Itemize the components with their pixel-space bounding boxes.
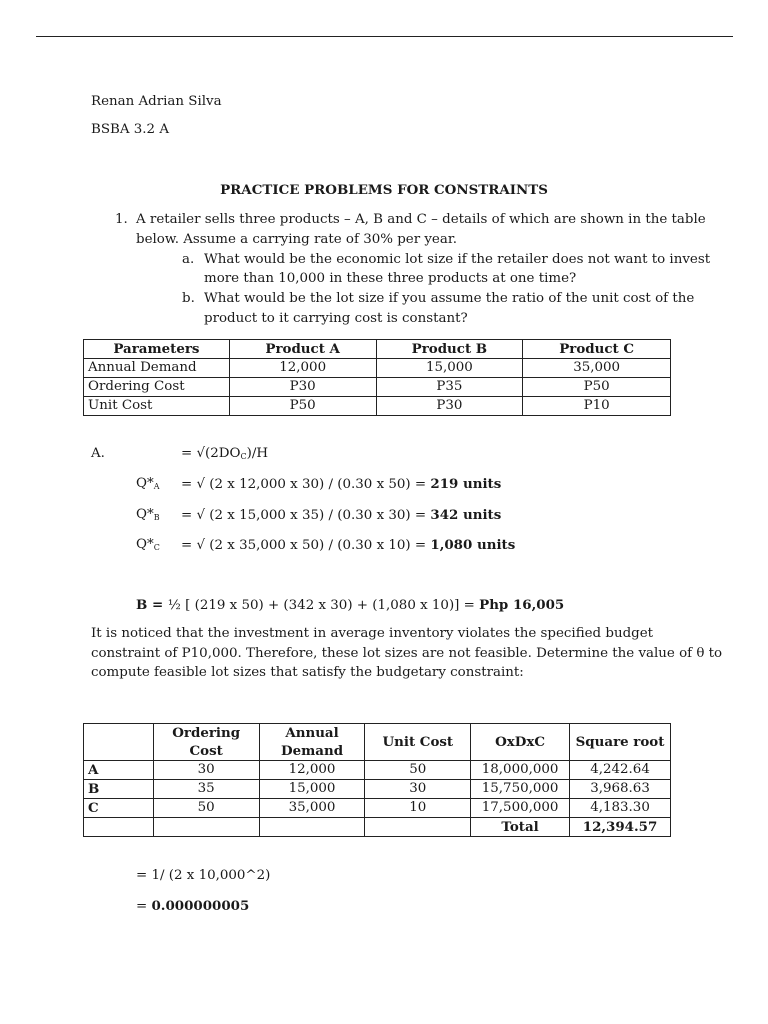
budget-result: Php 16,005 xyxy=(479,597,565,613)
table-cell: 3,968.63 xyxy=(570,780,671,799)
q-subscript: A xyxy=(153,482,160,491)
table-cell: P10 xyxy=(523,397,671,416)
notice-line3: compute feasible lot sizes that satisfy the budgetary constraint: xyxy=(91,665,524,680)
header-cell: Product A xyxy=(229,340,376,359)
row-label: C xyxy=(84,799,154,818)
q-symbol: Q* xyxy=(136,537,154,552)
table-cell: 30 xyxy=(153,761,259,780)
qc-calculation xyxy=(181,537,515,553)
qb-expression: = √ (2 x 15,000 x 35) / (0.30 x 30) = xyxy=(181,508,431,523)
table-cell: 15,000 xyxy=(259,780,365,799)
qa-calculation xyxy=(181,476,501,492)
table-row xyxy=(84,780,671,799)
theta-result-line xyxy=(136,898,249,914)
table-row xyxy=(84,359,671,378)
cost-table xyxy=(83,723,671,837)
table-row xyxy=(84,799,671,818)
problem-intro-line2: below. Assume a carrying rate of 30% per year. xyxy=(136,232,458,247)
row-label: A xyxy=(84,761,154,780)
q-subscript: C xyxy=(153,543,160,552)
row-label: Unit Cost xyxy=(84,397,230,416)
total-label: Total xyxy=(471,818,570,837)
budget-label: B = xyxy=(136,597,168,613)
table-cell: 12,000 xyxy=(259,761,365,780)
qb-label xyxy=(136,507,160,522)
table-cell xyxy=(84,818,154,837)
table-cell xyxy=(153,818,259,837)
subq-b-line2: product to it carrying cost is constant? xyxy=(204,311,468,326)
subq-a-label: a. xyxy=(182,252,195,267)
table-cell: 35 xyxy=(153,780,259,799)
qc-label xyxy=(136,537,160,552)
header-cell: Parameters xyxy=(84,340,230,359)
solution-label: A. xyxy=(91,446,105,461)
parameters-table xyxy=(83,339,671,416)
formula-suffix: )/H xyxy=(246,446,269,461)
student-name: Renan Adrian Silva xyxy=(91,94,222,109)
qa-result: 219 units xyxy=(430,476,502,492)
table-row xyxy=(84,761,671,780)
table-cell: 12,000 xyxy=(229,359,376,378)
budget-calculation xyxy=(136,597,564,613)
header-cell: OxDxC xyxy=(471,724,570,761)
qc-result: 1,080 units xyxy=(430,537,516,553)
row-label: B xyxy=(84,780,154,799)
header-cell: Product B xyxy=(376,340,523,359)
q-subscript: B xyxy=(153,513,160,522)
table-cell: 15,000 xyxy=(376,359,523,378)
table-cell xyxy=(259,818,365,837)
problem-number: 1. xyxy=(115,212,128,227)
subq-b-label: b. xyxy=(182,291,195,306)
theta-result-prefix: = xyxy=(136,899,152,914)
qc-expression: = √ (2 x 35,000 x 50) / (0.30 x 10) = xyxy=(181,538,431,553)
formula-prefix: = √(2DO xyxy=(181,446,241,461)
table-cell: 17,500,000 xyxy=(471,799,570,818)
student-section: BSBA 3.2 A xyxy=(91,122,170,137)
table-row xyxy=(84,378,671,397)
table-cell: 50 xyxy=(153,799,259,818)
q-symbol: Q* xyxy=(136,476,154,491)
table-cell: 35,000 xyxy=(523,359,671,378)
theta-result: 0.000000005 xyxy=(151,898,250,914)
table-cell: 50 xyxy=(365,761,471,780)
header-cell: Unit Cost xyxy=(365,724,471,761)
eoq-formula xyxy=(181,446,268,461)
qa-label xyxy=(136,476,159,491)
qa-expression: = √ (2 x 12,000 x 30) / (0.30 x 50) = xyxy=(181,477,431,492)
header-rule xyxy=(36,36,733,37)
subq-b-line1: What would be the lot size if you assume the ratio of the unit cost of the xyxy=(204,291,695,306)
notice-line2: constraint of P10,000. Therefore, these lot sizes are not feasible. Determine the value of θ to xyxy=(91,646,723,661)
header-cell xyxy=(84,724,154,761)
table-cell: 4,183.30 xyxy=(570,799,671,818)
subq-a-line1: What would be the economic lot size if the retailer does not want to invest xyxy=(204,252,711,267)
table-cell: 18,000,000 xyxy=(471,761,570,780)
table-cell: 35,000 xyxy=(259,799,365,818)
qb-calculation xyxy=(181,507,501,523)
header-cell: Annual Demand xyxy=(259,724,365,761)
table-cell: 30 xyxy=(365,780,471,799)
table-cell: P35 xyxy=(376,378,523,397)
subq-a-line2: more than 10,000 in these three products at one time? xyxy=(204,271,577,286)
table-cell xyxy=(365,818,471,837)
table-cell: P30 xyxy=(229,378,376,397)
header-cell: Ordering Cost xyxy=(153,724,259,761)
table-cell: P50 xyxy=(229,397,376,416)
table-row xyxy=(84,397,671,416)
row-label: Annual Demand xyxy=(84,359,230,378)
problem-intro-line1: A retailer sells three products – A, B and C – details of which are shown in the table xyxy=(136,212,706,227)
theta-expression: = 1/ (2 x 10,000^2) xyxy=(136,868,271,883)
table-header-row xyxy=(84,724,671,761)
table-cell: P50 xyxy=(523,378,671,397)
total-value: 12,394.57 xyxy=(570,818,671,837)
table-header-row xyxy=(84,340,671,359)
budget-expression: ½ [ (219 x 50) + (342 x 30) + (1,080 x 10)] = xyxy=(167,598,480,613)
notice-line1: It is noticed that the investment in average inventory violates the specified budget xyxy=(91,626,654,641)
header-cell: Product C xyxy=(523,340,671,359)
table-cell: 10 xyxy=(365,799,471,818)
formula-subscript: C xyxy=(240,452,247,461)
table-cell: 15,750,000 xyxy=(471,780,570,799)
table-cell: P30 xyxy=(376,397,523,416)
q-symbol: Q* xyxy=(136,507,154,522)
header-cell: Square root xyxy=(570,724,671,761)
qb-result: 342 units xyxy=(430,507,502,523)
table-cell: 4,242.64 xyxy=(570,761,671,780)
table-total-row xyxy=(84,818,671,837)
page-title: PRACTICE PROBLEMS FOR CONSTRAINTS xyxy=(220,182,548,198)
row-label: Ordering Cost xyxy=(84,378,230,397)
